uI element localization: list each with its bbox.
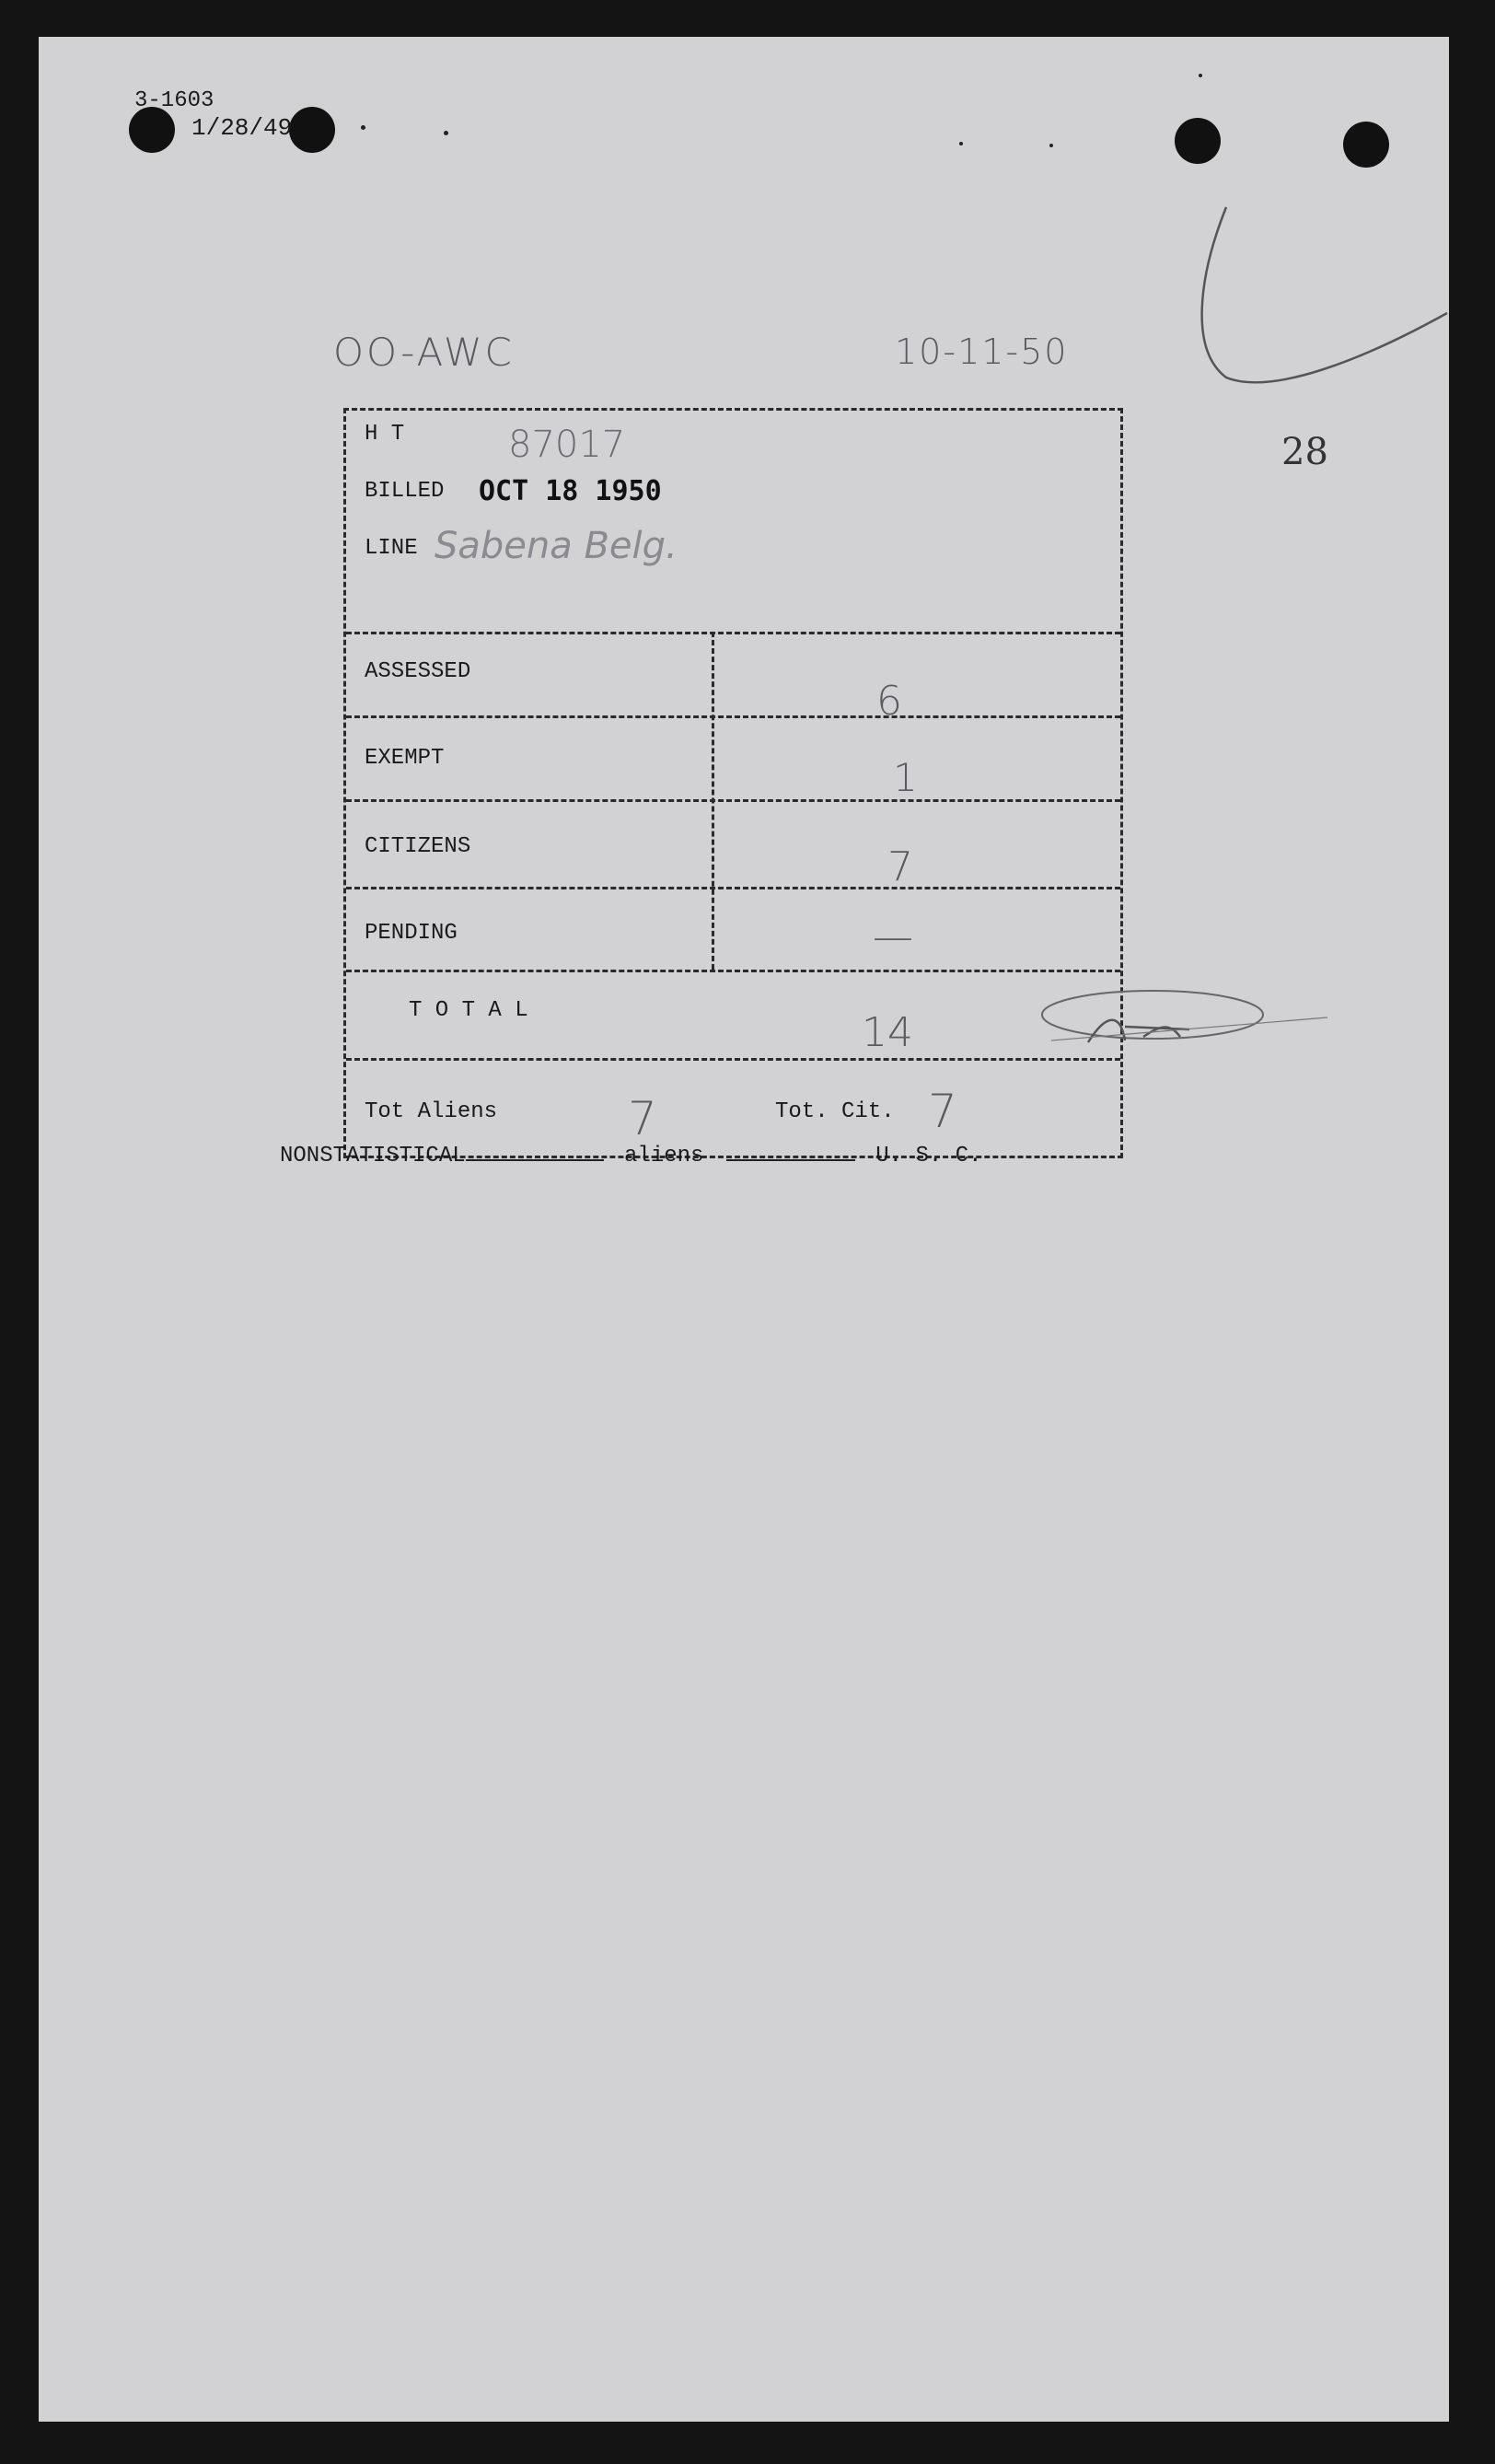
initials-scribble (1033, 976, 1346, 1077)
row-label-citizens: CITIZENS (365, 834, 471, 859)
row-value-citizens: 7 (887, 843, 913, 890)
divider (346, 970, 1120, 972)
punch-hole-left-2 (289, 107, 335, 153)
row-value-exempt: 1 (893, 755, 918, 800)
speck-dot (361, 125, 365, 130)
punch-hole-right-1 (1175, 118, 1221, 164)
tot-aliens-label: Tot Aliens (365, 1099, 498, 1124)
aliens-blank (726, 1159, 855, 1161)
column-divider (712, 632, 714, 970)
row-value-pending: — (873, 913, 913, 960)
divider (346, 887, 1120, 889)
nonstatistical-label: NONSTATISTICAL (280, 1144, 466, 1168)
form-code-number: 3-1603 (134, 88, 214, 113)
ht-value: 87017 (508, 424, 626, 466)
handwritten-date: 10-11-50 (895, 331, 1069, 372)
row-value-assessed: 6 (876, 678, 902, 725)
page-number: 28 (1281, 431, 1328, 473)
punch-hole-left (129, 107, 175, 153)
aliens-label: aliens (624, 1144, 704, 1168)
form-code-date: 1/28/49 (191, 114, 293, 142)
divider (346, 715, 1120, 718)
line-value: Sabena Belg. (435, 525, 678, 567)
row-label-assessed: ASSESSED (365, 659, 471, 684)
speck-dot (959, 142, 963, 145)
speck-dot (1049, 144, 1053, 147)
tot-cit-value: 7 (928, 1085, 957, 1138)
billed-date-stamp: OCT 18 1950 (479, 475, 662, 507)
row-label-pending: PENDING (365, 921, 458, 946)
line-label: LINE (365, 536, 418, 561)
speck-dot (1199, 74, 1202, 77)
nonstatistical-line (280, 1144, 982, 1168)
divider (346, 1058, 1120, 1061)
billed-label: BILLED (365, 479, 445, 504)
punch-hole-right-2 (1343, 122, 1389, 168)
manifest-form (343, 408, 1123, 1158)
pencil-curve-mark (1180, 166, 1456, 424)
tot-cit-label: Tot. Cit. (775, 1099, 895, 1124)
usc-label: U. S. C. (875, 1144, 982, 1168)
handwritten-registration: OO-AWC (333, 330, 515, 375)
total-label: T O T A L (409, 998, 528, 1023)
divider (346, 632, 1120, 634)
divider (346, 799, 1120, 802)
ht-label: H T (365, 422, 405, 447)
document-page (39, 37, 1449, 2422)
speck-dot (444, 131, 448, 135)
row-label-exempt: EXEMPT (365, 746, 445, 771)
nonstatistical-blank (466, 1159, 604, 1161)
tot-aliens-value: 7 (628, 1092, 657, 1145)
total-value: 14 (862, 1009, 913, 1056)
